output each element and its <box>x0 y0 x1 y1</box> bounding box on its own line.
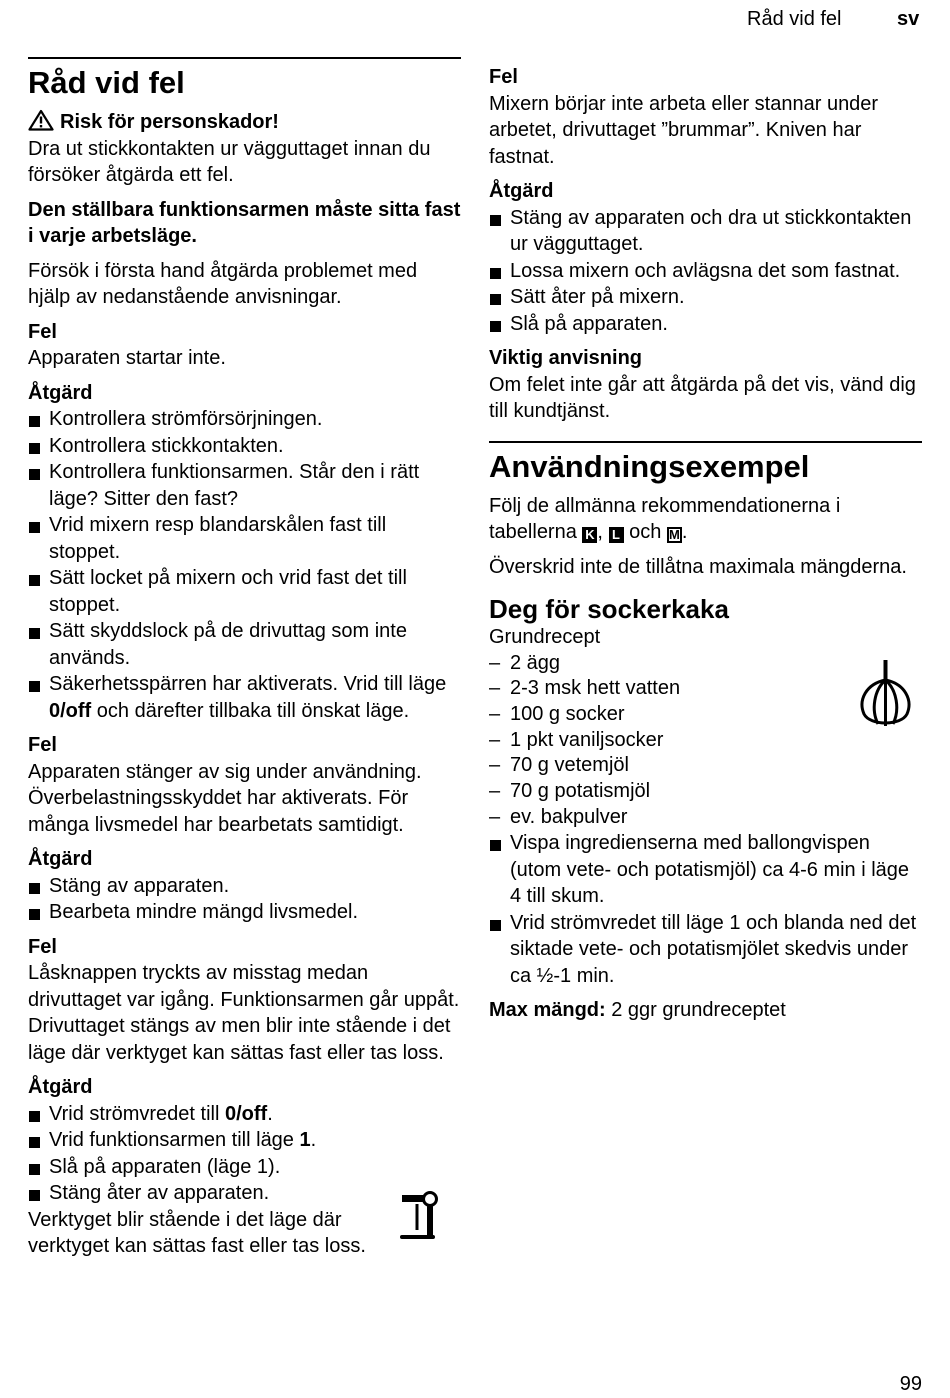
action-label: Åtgärd <box>489 180 554 202</box>
action-list <box>28 873 461 926</box>
list-item: – 1 pkt vaniljsocker <box>489 728 922 754</box>
running-header-section: Råd vid fel <box>747 8 842 30</box>
fault-label: Fel <box>489 66 518 88</box>
list-item <box>28 671 461 724</box>
section-title: Användningsexempel <box>489 448 810 484</box>
list-item <box>28 1127 461 1154</box>
list-item: Kontrollera strömförsörjningen. <box>28 406 461 433</box>
important-label: Viktig anvisning <box>489 347 642 369</box>
function-arm-icon <box>399 1190 441 1242</box>
recipe-title: Deg för sockerkaka <box>489 594 729 624</box>
action-label: Åtgärd <box>28 1076 93 1098</box>
warning-heading: Risk för personskador! <box>60 111 279 133</box>
list-item: Sätt åter på mixern. <box>489 284 922 311</box>
position-label: 0/off <box>49 699 92 722</box>
usage-text-part: och <box>623 521 667 543</box>
action-list <box>28 1101 461 1207</box>
list-item-text: Säkerhetsspärren har aktiverats. Vrid till läge <box>49 673 447 695</box>
page-number: 99 <box>899 1373 922 1395</box>
list-item <box>28 1101 461 1128</box>
section-rule <box>489 441 922 443</box>
right-column <box>489 64 922 1030</box>
list-item: Bearbeta mindre mängd livsmedel. <box>28 899 461 926</box>
usage-text-part: . <box>681 521 688 543</box>
usage-text-part: , <box>597 521 609 543</box>
list-item: Kontrollera stickkontakten. <box>28 433 461 460</box>
balloon-whisk-icon <box>858 660 914 732</box>
list-item: – 2 ägg <box>489 651 922 677</box>
max-amount-value: 2 ggr grundreceptet <box>605 999 786 1022</box>
table-k-badge: K <box>582 527 597 543</box>
fault-text: Apparaten startar inte. <box>28 347 226 369</box>
list-item: Lossa mixern och avlägsna det som fastnat. <box>489 258 922 285</box>
section-rule <box>28 57 461 59</box>
action-list <box>28 406 461 724</box>
max-amount <box>489 997 922 1024</box>
list-item: Sätt skyddslock på de drivuttag som inte används. <box>28 618 461 671</box>
list-item: – 2-3 msk hett vatten <box>489 676 922 702</box>
fault-text: Apparaten stänger av sig under användning. Överbelastningsskyddet har aktiverats. För många livsmedel har bearbetats samtidigt. <box>28 760 422 836</box>
list-item: Slå på apparaten (läge 1). <box>28 1154 461 1181</box>
important-text: Om felet inte går att åtgärda på det vis, vänd dig till kundtjänst. <box>489 373 916 422</box>
list-item-text: Vrid funktionsarmen till läge <box>49 1129 300 1151</box>
list-item: Sätt locket på mixern och vrid fast det till stoppet. <box>28 565 461 618</box>
warning-triangle-icon <box>28 109 54 131</box>
list-item: – 70 g potatismjöl <box>489 779 922 805</box>
running-header-language: sv <box>897 8 920 30</box>
list-item: Stäng av apparaten och dra ut stickkontakten ur vägguttaget. <box>489 205 922 258</box>
list-item: Vispa ingredienserna med ballongvispen (utom vete- och potatismjöl) ca 4-6 min i läge 4 till skum. <box>489 830 922 910</box>
warning-text: Dra ut stickkontakten ur vägguttaget innan du försöker åtgärda ett fel. <box>28 137 431 186</box>
usage-text-part: Följ de allmänna rekommendationerna i tabellerna <box>489 494 841 543</box>
list-item-text: . <box>267 1102 273 1125</box>
list-item: – 70 g vetemjöl <box>489 753 922 779</box>
fault-text: Låsknappen tryckts av misstag medan drivuttaget var igång. Funktionsarmen går uppåt. Drivuttaget stängs av men blir inte stående i det läge där verktyget kan sättas fast eller tas loss. <box>28 962 460 1064</box>
page-title: Råd vid fel <box>28 65 185 100</box>
list-item-text: och därefter tillbaka till önskat läge. <box>91 699 410 722</box>
usage-text-2: Överskrid inte de tillåtna maximala mängderna. <box>489 555 907 578</box>
fault-label: Fel <box>28 320 57 343</box>
list-item-text: Vrid strömvredet till <box>49 1102 225 1125</box>
fault-label: Fel <box>28 734 57 756</box>
warning-heading-row <box>28 109 461 136</box>
table-m-badge: M <box>667 527 682 543</box>
arm-note: Den ställbara funktionsarmen måste sitta fast i varje arbetsläge. <box>28 198 461 247</box>
position-label: 1 <box>299 1129 311 1151</box>
position-label: 0/off <box>224 1102 268 1125</box>
usage-text <box>489 493 922 546</box>
list-item-text: . <box>310 1129 317 1151</box>
list-item: Kontrollera funktionsarmen. Står den i rätt läge? Sitter den fast? <box>28 459 461 512</box>
fault-label: Fel <box>28 935 57 958</box>
recipe-subtitle: Grundrecept <box>489 626 601 648</box>
max-amount-label: Max mängd: <box>489 999 606 1022</box>
list-item: Vrid strömvredet till läge 1 och blanda ned det siktade vete- och potatismjölet skedvis under ca ½-1 min. <box>489 910 922 990</box>
action-label: Åtgärd <box>28 381 93 404</box>
action-label: Åtgärd <box>28 848 93 870</box>
step-list <box>489 830 922 989</box>
table-l-badge: L <box>609 527 624 543</box>
list-item: Stäng av apparaten. <box>28 873 461 900</box>
intro-text: Försök i första hand åtgärda problemet med hjälp av nedanstående anvisningar. <box>28 259 418 308</box>
list-item: – ev. bakpulver <box>489 805 922 831</box>
left-column <box>28 57 461 1266</box>
fault-text: Mixern börjar inte arbeta eller stannar under arbetet, drivuttaget ”brummar”. Kniven har fastnat. <box>489 92 879 168</box>
result-text: Verktyget blir stående i det läge där verktyget kan sättas fast eller tas loss. <box>28 1208 366 1257</box>
list-item: Stäng åter av apparaten. <box>28 1180 461 1207</box>
action-list <box>489 205 922 338</box>
list-item: Slå på apparaten. <box>489 311 922 338</box>
list-item: – 100 g socker <box>489 702 922 728</box>
list-item: Vrid mixern resp blandarskålen fast till stoppet. <box>28 512 461 565</box>
